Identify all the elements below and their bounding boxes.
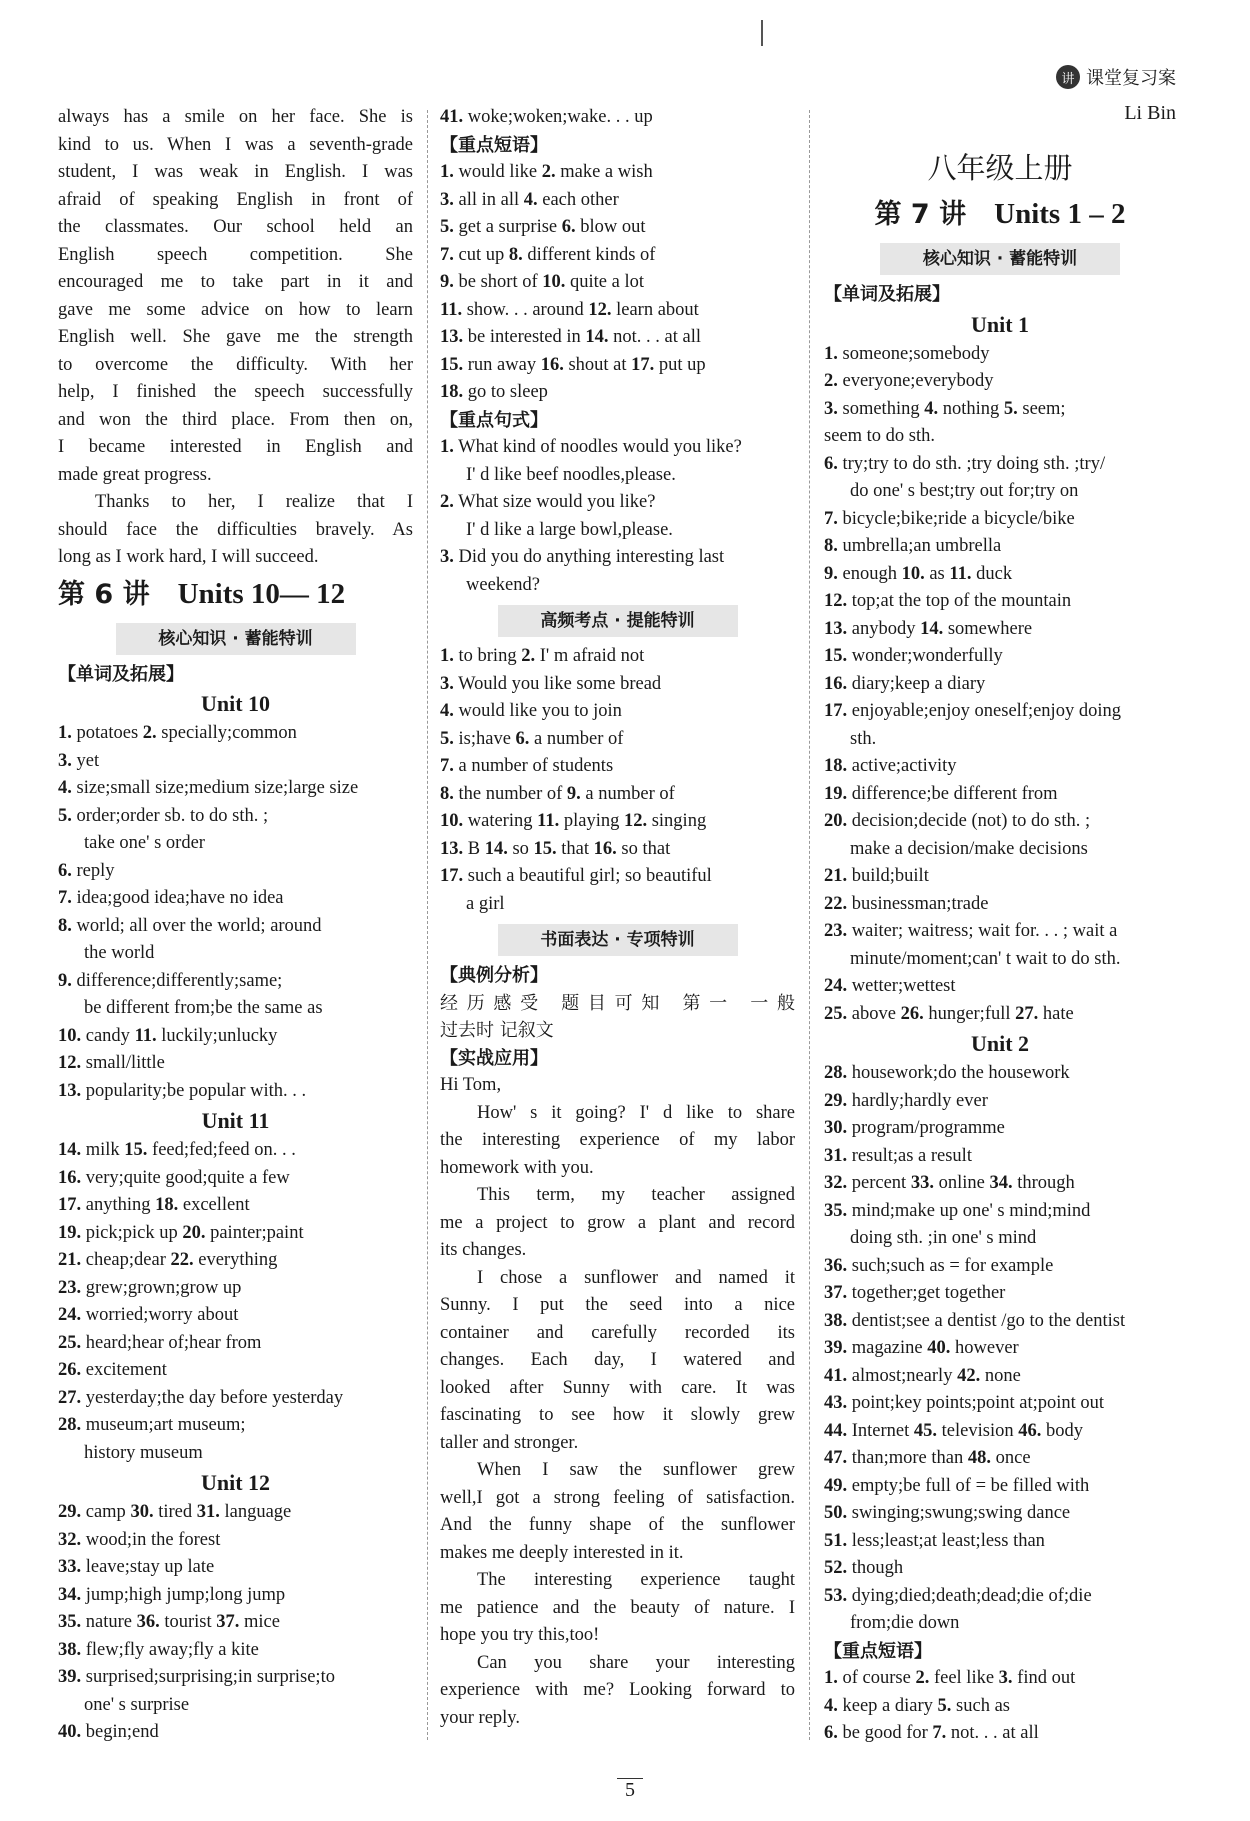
text-line: the classmates. Our school held an (58, 217, 413, 237)
exam-answers (440, 643, 795, 918)
answer-line: 17. anything 18. excellent (58, 1195, 250, 1215)
answer-line: 9. be short of 10. quite a lot (440, 272, 644, 292)
answer-line: 36. such;such as = for example (824, 1255, 1054, 1276)
answer-line: 11. show. . . around 12. learn about (440, 299, 699, 320)
example-analysis-2: 过去时 记叙文 (440, 1020, 554, 1041)
answer-line: 37. together;get together (824, 1283, 1006, 1303)
text-line: well,I got a strong feeling of satisfaction. (440, 1487, 795, 1508)
answer-line: 35. mind;make up one' s mind;mind (824, 1200, 1091, 1221)
answer-line: 39. magazine 40. however (824, 1338, 1019, 1358)
unit-12-answers (58, 1499, 413, 1747)
text-line: changes. Each day, I watered and (440, 1350, 795, 1370)
text-line: Thanks to her, I realize that I (95, 492, 413, 512)
text-line: This term, my teacher assigned (477, 1185, 795, 1205)
answer-line: 19. difference;be different from (824, 783, 1058, 804)
text-line: How' s it going? I' d like to share (477, 1102, 795, 1123)
lecture-badge-icon: 讲 (1056, 65, 1080, 89)
text-line: long as I work hard, I will succeed. (58, 547, 319, 567)
answer-line: 21. cheap;dear 22. everything (58, 1250, 278, 1270)
answer-line: 6. be good for 7. not. . . at all (824, 1723, 1039, 1743)
answer-line: 1. of course 2. feel like 3. find out (824, 1668, 1076, 1688)
answer-line: 15. wonder;wonderfully (824, 646, 1003, 666)
answer-line: 8. umbrella;an umbrella (824, 536, 1002, 556)
answer-line: 8. the number of 9. a number of (440, 783, 675, 804)
answer-line: 4. size;small size;medium size;large size (58, 778, 359, 798)
answer-line: 18. active;activity (824, 756, 957, 776)
answer-line: 21. build;built (824, 866, 929, 886)
sentences-heading: 【重点句式】 (440, 409, 548, 431)
answer-line: 5. get a surprise 6. blow out (440, 217, 646, 237)
grade-title: 八年级上册 (927, 151, 1073, 185)
answer-line: 10. candy 11. luckily;unlucky (58, 1025, 278, 1046)
column-3 (824, 146, 1176, 1748)
column-divider-2 (809, 110, 811, 1740)
unit-12-continued (440, 104, 795, 132)
answer-line: minute/moment;can' t wait to do sth. (850, 948, 1121, 969)
text-line: container and carefully recorded its (440, 1322, 795, 1343)
answer-line: 7. a number of students (440, 756, 614, 776)
answer-line: seem to do sth. (824, 426, 935, 446)
lecture-6-title (58, 572, 413, 617)
vocab-heading: 【单词及拓展】 (58, 663, 184, 685)
text-line: your reply. (440, 1707, 520, 1728)
answer-line: 50. swinging;swung;swing dance (824, 1503, 1071, 1523)
essay-closing (58, 489, 413, 572)
text-line: I chose a sunflower and named it (477, 1267, 795, 1288)
text-line: to overcome the difficulty. With her (58, 354, 413, 375)
example-analysis: 经历感受 题目可知 第一 一般 (440, 992, 795, 1014)
answer-line: I' d like a large bowl,please. (466, 519, 673, 540)
answer-line: 26. excitement (58, 1360, 167, 1380)
answer-line: 7. bicycle;bike;ride a bicycle/bike (824, 508, 1075, 529)
answer-line: 28. museum;art museum; (58, 1415, 246, 1435)
answer-line: 8. world; all over the world; around (58, 915, 322, 936)
answer-line: 9. difference;differently;same; (58, 970, 283, 991)
answer-line: 32. wood;in the forest (58, 1529, 221, 1550)
vocab-heading: 【单词及拓展】 (824, 284, 950, 305)
answer-line: 9. enough 10. as 11. duck (824, 563, 1013, 584)
text-line: its changes. (440, 1240, 527, 1260)
answer-line: 1. someone;somebody (824, 343, 990, 364)
unit-10-answers (58, 720, 413, 1105)
answer-line: 52. though (824, 1558, 904, 1578)
text-line: and won the third place. From then on, (58, 409, 413, 430)
answer-line: make a decision/make decisions (850, 838, 1088, 859)
answer-line: 12. small/little (58, 1053, 165, 1073)
text-line: me a project to grow a plant and record (440, 1212, 795, 1233)
answer-line: 35. nature 36. tourist 37. mice (58, 1612, 280, 1632)
text-line: should face the difficulties bravely. As (58, 519, 413, 540)
answer-line: 10. watering 11. playing 12. singing (440, 811, 707, 831)
unit-12-heading: Unit 12 (200, 1470, 271, 1495)
unit-1-heading: Unit 1 (970, 311, 1030, 337)
answer-line: 41. almost;nearly 42. none (824, 1365, 1021, 1386)
text-line: taller and stronger. (440, 1432, 579, 1453)
answer-line: 1. to bring 2. I' m afraid not (440, 646, 645, 666)
answer-line: 1. would like 2. make a wish (440, 162, 653, 182)
answer-line: 41. woke;woken;wake. . . up (440, 107, 653, 127)
answer-line: 12. top;at the top of the mountain (824, 591, 1072, 611)
answer-line: 40. begin;end (58, 1722, 159, 1742)
text-line: kind to us. When I was a seventh-grade (58, 134, 413, 155)
text-line: fascinating to see how it slowly grew (440, 1405, 795, 1425)
answer-line: history museum (84, 1442, 203, 1463)
text-line: the interesting experience of my labor (440, 1130, 795, 1150)
answer-line: 2. everyone;everybody (824, 371, 994, 391)
answer-line: 44. Internet 45. television 46. body (824, 1420, 1083, 1441)
answer-line: 3. Did you do anything interesting last (440, 547, 725, 567)
answer-line: 28. housework;do the housework (824, 1063, 1070, 1083)
answer-line: 24. wetter;wettest (824, 976, 956, 996)
answer-line: 39. surprised;surprising;in surprise;to (58, 1667, 335, 1687)
text-line: homework with you. (440, 1157, 594, 1178)
answer-line: 24. worried;worry about (58, 1305, 239, 1325)
text-line: looked after Sunny with care. It was (440, 1377, 795, 1398)
answer-line: 6. reply (58, 860, 115, 881)
essay-continuation (58, 104, 413, 489)
answer-line: 5. order;order sb. to do sth. ; (58, 805, 269, 826)
answer-line: one' s surprise (84, 1694, 190, 1715)
answer-line: 1. What kind of noodles would you like? (440, 437, 742, 457)
answer-line: 53. dying;died;death;dead;die of;die (824, 1585, 1092, 1606)
page-header (1056, 64, 1176, 90)
key-phrases (440, 159, 795, 407)
lecture-number: 第 6 讲 (58, 578, 150, 610)
answer-line: 18. go to sleep (440, 382, 548, 402)
page-number: 5 (600, 1779, 660, 1802)
answer-line: 16. very;quite good;quite a few (58, 1167, 290, 1188)
answer-line: 2. What size would you like? (440, 492, 656, 512)
answer-line: from;die down (850, 1613, 960, 1633)
key-phrases (824, 1665, 1176, 1748)
unit-1-answers (824, 341, 1176, 1029)
answer-line: sth. (850, 728, 877, 749)
key-sentences (440, 434, 795, 599)
answer-line: 4. keep a diary 5. such as (824, 1695, 1010, 1716)
answer-line: 7. idea;good idea;have no idea (58, 888, 284, 908)
answer-line: 16. diary;keep a diary (824, 673, 986, 694)
sample-essay (440, 1100, 795, 1733)
text-line: afraid of speaking English in front of (58, 189, 413, 210)
answer-line: 13. be interested in 14. not. . . at all (440, 327, 701, 347)
answer-line: 7. cut up 8. different kinds of (440, 244, 656, 265)
answer-line: weekend? (466, 574, 540, 595)
answer-line: 23. waiter; waitress; wait for. . . ; wait a (824, 921, 1118, 941)
text-line: gave me some advice on how to learn (58, 299, 413, 320)
answer-line: 31. result;as a result (824, 1145, 972, 1166)
practice-heading: 【实战应用】 (440, 1047, 548, 1069)
answer-line: 27. yesterday;the day before yesterday (58, 1387, 344, 1408)
section-bar-core: 核心知识 · 蓄能特训 (116, 623, 356, 655)
unit-11-heading: Unit 11 (201, 1108, 270, 1133)
answer-line: 19. pick;pick up 20. painter;paint (58, 1222, 304, 1243)
answer-line: 6. try;try to do sth. ;try doing sth. ;try/ (824, 453, 1106, 474)
unit-2-answers (824, 1060, 1176, 1638)
text-line: Can you share your interesting (477, 1652, 795, 1673)
column-divider-1 (427, 110, 429, 1740)
text-line: me patience and the beauty of nature. I (440, 1597, 795, 1618)
unit-2-heading: Unit 2 (970, 1031, 1030, 1056)
text-line: experience with me? Looking forward to (440, 1680, 795, 1700)
text-line: always has a smile on her face. She is (58, 107, 413, 127)
answer-line: 1. potatoes 2. specially;common (58, 723, 297, 743)
answer-line: 3. yet (58, 750, 100, 771)
answer-line: 20. decision;decide (not) to do sth. ; (824, 811, 1091, 831)
answer-line: 29. hardly;hardly ever (824, 1090, 988, 1111)
section-bar-writing: 书面表达 · 专项特训 (498, 924, 738, 956)
unit-11-answers (58, 1137, 413, 1467)
answer-line: 23. grew;grown;grow up (58, 1277, 242, 1298)
answer-line: I' d like beef noodles,please. (466, 464, 676, 485)
answer-line: 5. is;have 6. a number of (440, 728, 624, 749)
answer-line: 29. camp 30. tired 31. language (58, 1502, 292, 1522)
text-line: English well. She gave me the strength (58, 327, 413, 347)
answer-line: the world (84, 943, 155, 963)
text-line: Sunny. I put the seed into a nice (440, 1295, 795, 1315)
text-line: makes me deeply interested in it. (440, 1542, 684, 1563)
header-title: 课堂复习案 (1086, 68, 1176, 89)
letter-greeting: Hi Tom, (440, 1075, 502, 1095)
answer-line: 49. empty;be full of = be filled with (824, 1475, 1090, 1496)
answer-line: be different from;be the same as (84, 998, 323, 1018)
text-line: English speech competition. She (58, 244, 413, 265)
answer-line: 22. businessman;trade (824, 893, 989, 914)
answer-line: 17. enjoyable;enjoy oneself;enjoy doing (824, 701, 1121, 721)
answer-line: 15. run away 16. shout at 17. put up (440, 354, 706, 375)
text-line: The interesting experience taught (477, 1570, 795, 1590)
lecture-units: Units 10— 12 (177, 577, 346, 610)
answer-line: 43. point;key points;point at;point out (824, 1393, 1105, 1413)
phrases-heading: 【重点短语】 (440, 134, 548, 156)
lecture-number: 第 7 讲 (874, 199, 967, 230)
example-heading: 【典例分析】 (440, 965, 548, 986)
answer-line: 34. jump;high jump;long jump (58, 1584, 286, 1605)
answer-line: 14. milk 15. feed;fed;feed on. . . (58, 1140, 296, 1160)
text-line: When I saw the sunflower grew (477, 1460, 795, 1480)
unit-10-heading: Unit 10 (200, 691, 271, 716)
answer-line: a girl (466, 893, 505, 914)
author-name: Li Bin (1124, 102, 1176, 124)
answer-line: 38. dentist;see a dentist /go to the dentist (824, 1310, 1126, 1331)
answer-line: 51. less;least;at least;less than (824, 1530, 1045, 1551)
answer-line: take one' s order (84, 833, 205, 853)
answer-line: 25. heard;hear of;hear from (58, 1332, 262, 1353)
section-bar-exam: 高频考点 · 提能特训 (498, 605, 738, 637)
lecture-7-title (824, 192, 1176, 237)
answer-line: 4. would like you to join (440, 701, 622, 721)
answer-line: 3. all in all 4. each other (440, 189, 619, 210)
lecture-units: Units 1 – 2 (994, 198, 1126, 230)
answer-line: 33. leave;stay up late (58, 1557, 215, 1577)
answer-line: 30. program/programme (824, 1118, 1005, 1138)
answer-line: 13. anybody 14. somewhere (824, 618, 1033, 639)
answer-line: 13. B 14. so 15. that 16. so that (440, 838, 671, 859)
text-line: hope you try this,too! (440, 1625, 600, 1645)
answer-line: 13. popularity;be popular with. . . (58, 1080, 307, 1101)
text-line: made great progress. (58, 464, 212, 485)
answer-line: do one' s best;try out for;try on (850, 481, 1079, 501)
section-bar-core: 核心知识 · 蓄能特训 (880, 243, 1120, 275)
answer-line: 38. flew;fly away;fly a kite (58, 1639, 259, 1660)
answer-line: 3. something 4. nothing 5. seem; (824, 398, 1066, 419)
answer-line: 17. such a beautiful girl; so beautiful (440, 866, 712, 886)
text-line: student, I was weak in English. I was (58, 162, 413, 182)
text-line: I became interested in English and (58, 437, 413, 457)
column-1 (58, 104, 413, 1747)
answer-line: 47. than;more than 48. once (824, 1448, 1031, 1468)
answer-line: 3. Would you like some bread (440, 673, 662, 694)
text-line: encouraged me to take part in it and (58, 272, 413, 292)
answer-line: 32. percent 33. online 34. through (824, 1173, 1075, 1193)
page-top-mark (761, 20, 763, 46)
column-2 (440, 104, 795, 1732)
phrases-heading: 【重点短语】 (824, 1640, 932, 1662)
text-line: help, I finished the speech successfully (58, 382, 413, 402)
answer-line: doing sth. ;in one' s mind (850, 1228, 1037, 1248)
answer-line: 25. above 26. hunger;full 27. hate (824, 1003, 1074, 1024)
text-line: And the funny shape of the sunflower (440, 1515, 795, 1535)
